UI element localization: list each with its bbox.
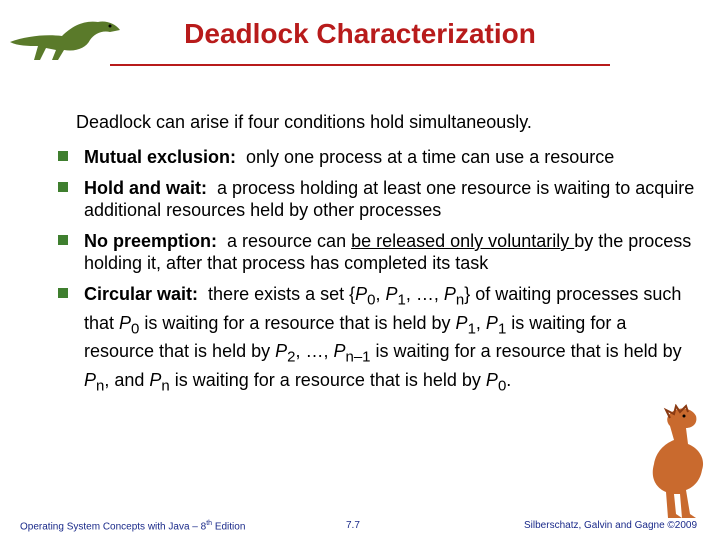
condition-term: Mutual exclusion:	[84, 147, 237, 167]
condition-term: Circular wait:	[84, 284, 199, 304]
square-bullet-icon	[58, 235, 68, 245]
condition-term: Hold and wait:	[84, 178, 207, 198]
footer-page-number: 7.7	[346, 520, 360, 531]
condition-hold-and-wait	[56, 177, 696, 221]
condition-text-post: by the process holding it, after that process has completed its task	[84, 231, 692, 273]
condition-no-preemption	[56, 230, 696, 274]
intro-text: Deadlock can arise if four conditions hold simultaneously.	[76, 112, 532, 132]
condition-text-underlined: be released only voluntarily	[351, 231, 575, 251]
title-underline	[110, 64, 610, 66]
condition-text: there exists a set {$P_0$, $P_1$, …, $P_n$} of waiting processes such that $P_0$ is waiting for a resource that is held by $P_1$, $P_1$ is waiting for a resource that is held by $P_2$, …, $P_{n-1}$ is waiting for a resource that is held by $P_n$, and $P_n$ is waiting for a resource that is held by $P_0$.	[84, 284, 682, 395]
dinosaur-icon	[636, 404, 716, 524]
condition-text: only one process at a time can use a resource	[246, 147, 615, 167]
condition-term: No preemption:	[84, 231, 217, 251]
square-bullet-icon	[58, 288, 68, 298]
condition-text-pre: a resource can	[227, 231, 352, 251]
condition-mutual-exclusion	[56, 146, 696, 168]
slide-title: Deadlock Characterization	[184, 18, 536, 49]
footer-book-title: Operating System Concepts with Java – 8th Edition	[20, 520, 246, 533]
footer-authors: Silberschatz, Galvin and Gagne ©2009	[524, 520, 698, 531]
condition-circular-wait	[56, 283, 696, 397]
conditions-list	[56, 146, 696, 406]
condition-text: a process holding at least one resource is waiting to acquire additional resources held by other processes	[84, 178, 695, 220]
square-bullet-icon	[58, 151, 68, 161]
square-bullet-icon	[58, 182, 68, 192]
